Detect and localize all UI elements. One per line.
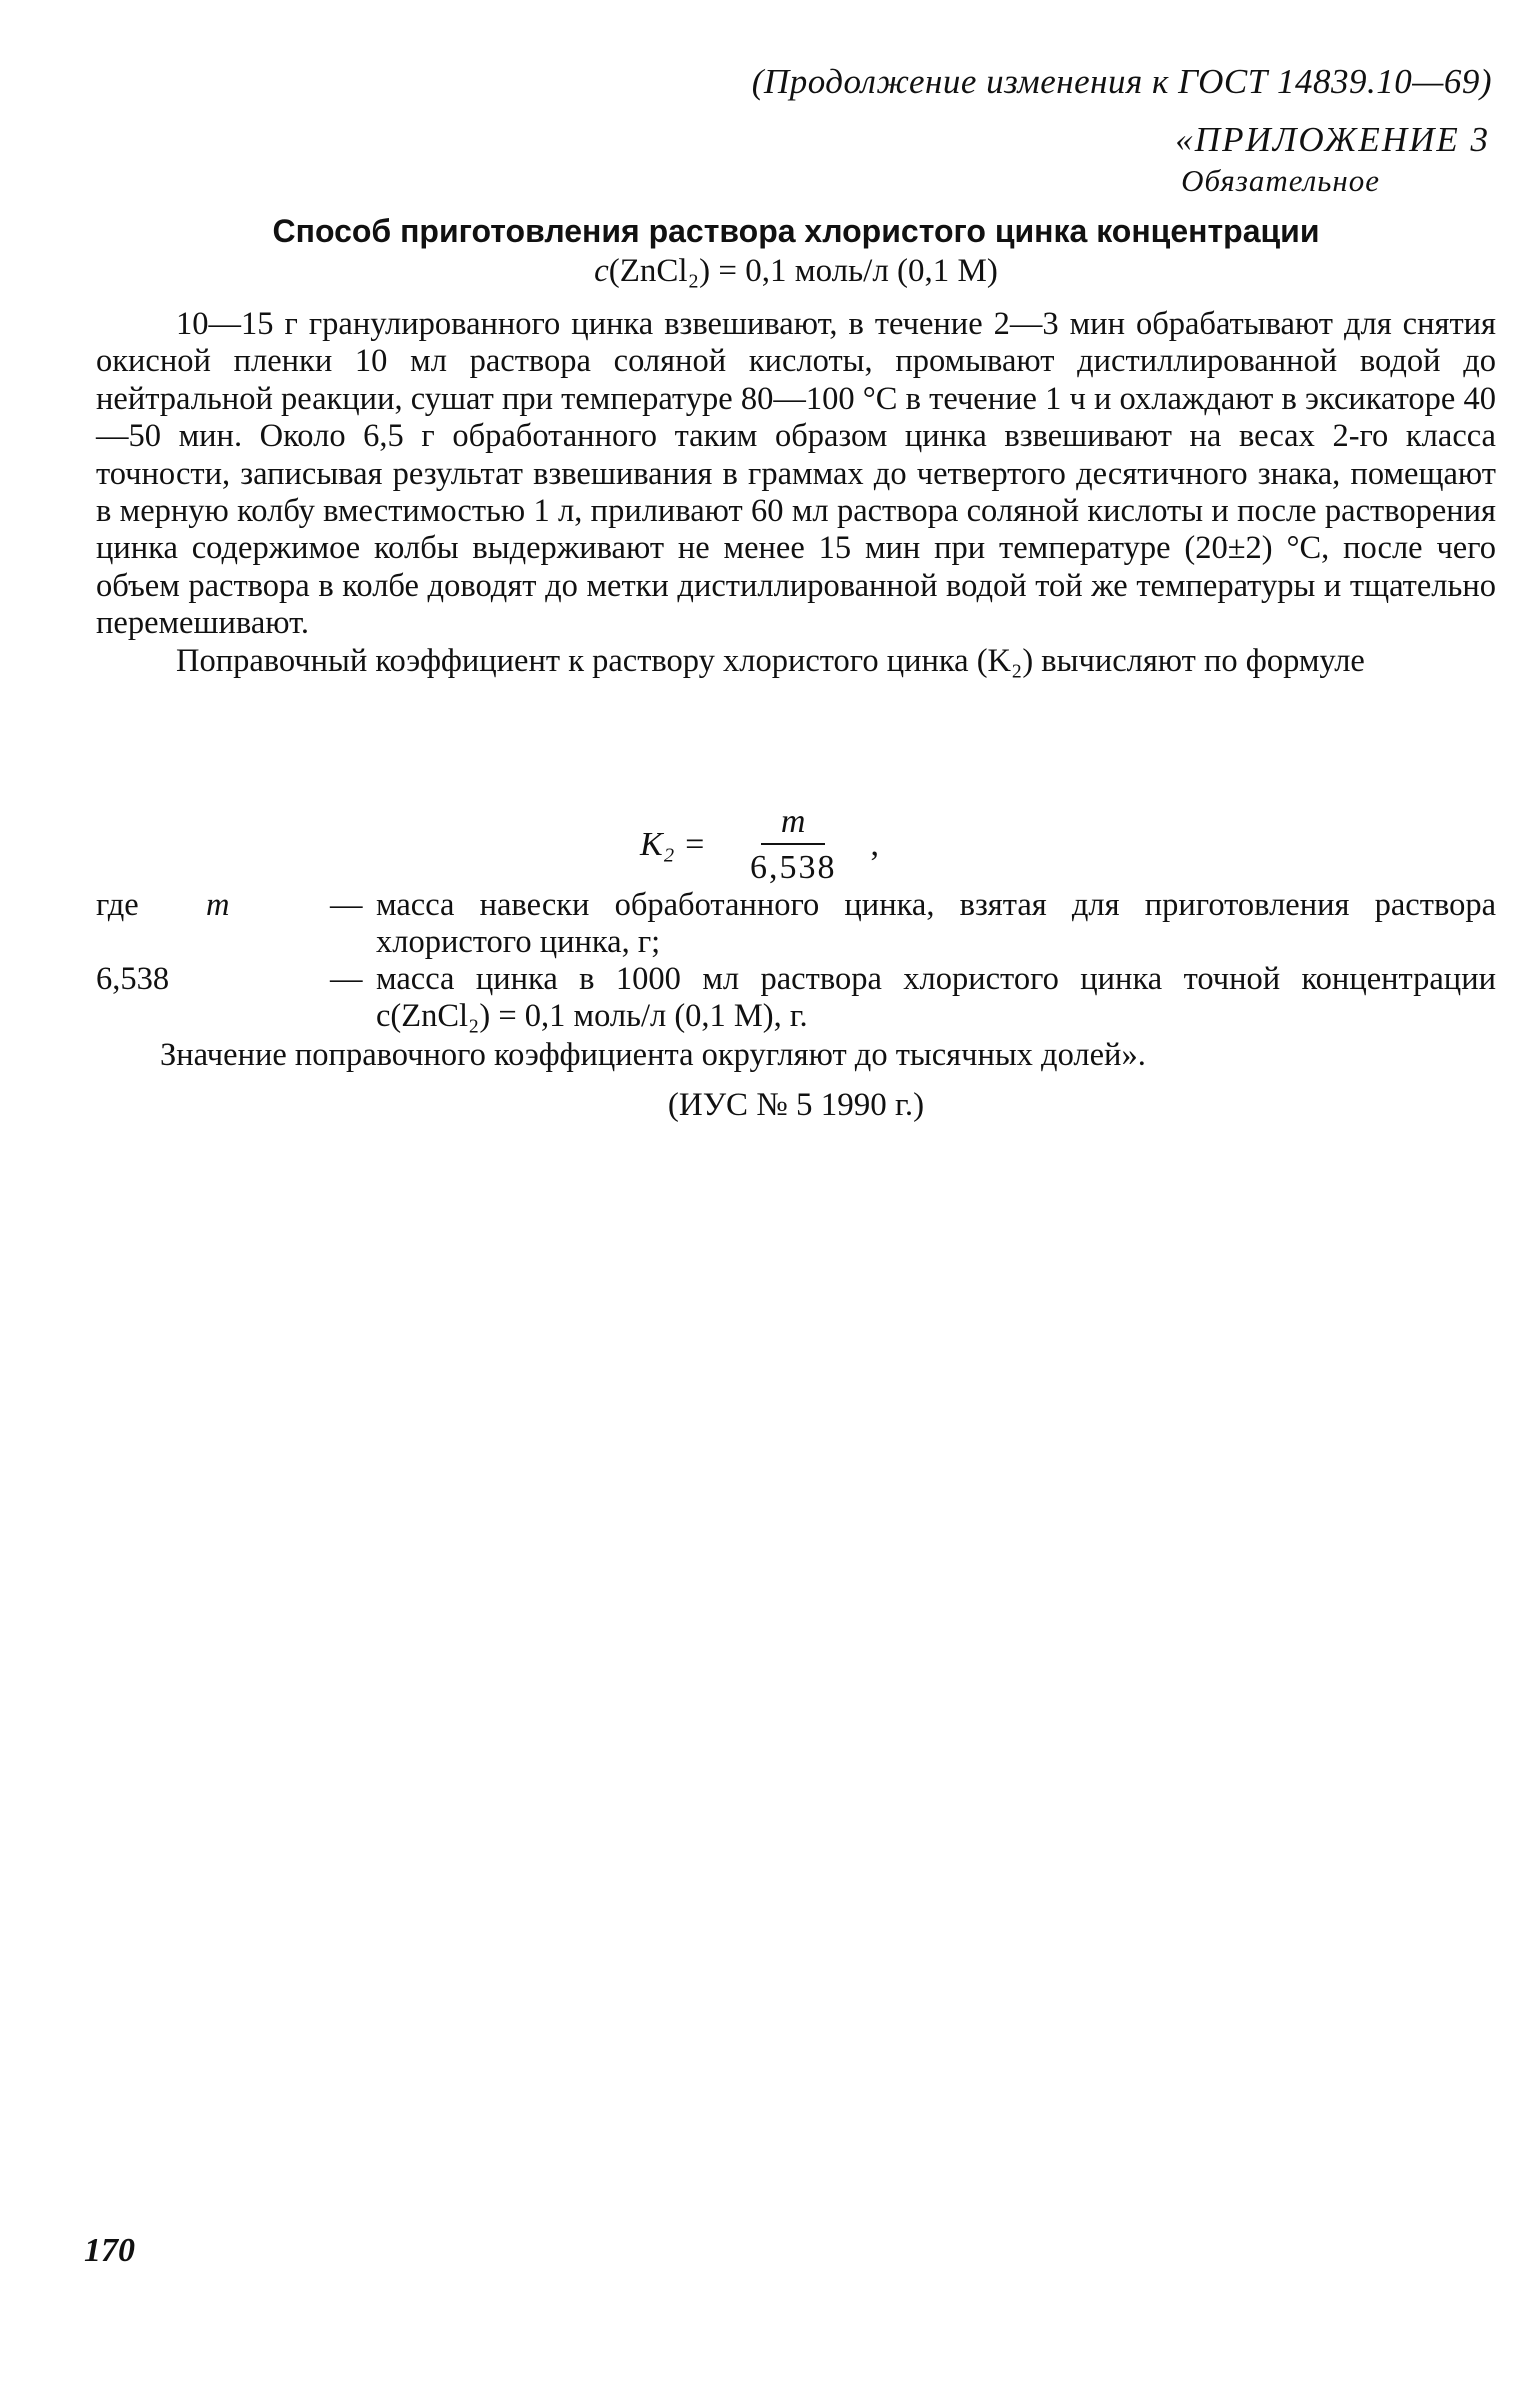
- continuation-header: (Продолжение изменения к ГОСТ 14839.10—69): [751, 62, 1492, 101]
- formula-numerator: m: [761, 803, 826, 845]
- formula-denominator: 6,538: [749, 849, 837, 886]
- definition-item: где m — масса навески обработанного цинка, взятая для приготовления раствора хлористого цинка, г;: [96, 887, 1496, 960]
- definition-spacer: [220, 961, 330, 1035]
- definition-item: [96, 961, 1496, 1035]
- definition-spacer: [206, 887, 330, 961]
- formula-tail: ,: [870, 826, 879, 863]
- definition-text: масса цинка в 1000 мл раствора хлористого цинка точной концентрации c(ZnCl₂) = 0,1 моль/л (0,1 М), г.: [376, 961, 1496, 1034]
- coefficient-formula: [640, 795, 879, 895]
- concentration-value: (ZnCl₂) = 0,1 моль/л (0,1 М): [608, 253, 998, 289]
- definitions-list: [96, 887, 1496, 1035]
- paragraph-procedure: 10—15 г гранулированного цинка взвешивают, в течение 2—3 мин обрабатывают для снятия окисной пленки 10 мл раствора соляной кислоты, промывают дистиллированной водой до нейтральной реакции, сушат при температуре 80—100 °С в течение 1 ч и охлаждают в эксикаторе 40—50 мин. Около 6,5 г обработанного таким образом цинка взвешивают на весах 2-го класса точности, записывая результат взвешивания в граммах до четвертого десятичного знака, помещают в мерную колбу вместимостью 1 л, приливают 60 мл раствора соляной кислоты и после растворения цинка содержимое колбы выдерживают не менее 15 мин при температуре (20±2) °С, после чего объем раствора в колбе доводят до метки дистиллированной водой той же температуры и тщательно перемешивают.: [96, 306, 1496, 642]
- section-title: Способ приготовления раствора хлористого цинка концентрации: [272, 213, 1320, 249]
- body-text: [96, 306, 1496, 680]
- source-reference: (ИУС № 5 1990 г.): [667, 1087, 925, 1123]
- paragraph-coefficient: Поправочный коэффициент к раствору хлористого цинка (K₂) вычисляют по формуле: [176, 642, 1365, 679]
- appendix-heading: «ПРИЛОЖЕНИЕ 3: [1175, 120, 1490, 159]
- definition-dash: —: [330, 887, 363, 923]
- appendix-status: Обязательное: [1181, 163, 1380, 198]
- definition-dash: —: [330, 961, 363, 997]
- page-number: 170: [84, 2232, 135, 2269]
- definitions-lead: где: [96, 887, 139, 923]
- rounding-note: Значение поправочного коэффициента округляют до тысячных долей».: [160, 1037, 1146, 1073]
- definition-symbol: 6,538: [96, 961, 170, 997]
- definition-text: масса навески обработанного цинка, взятая для приготовления раствора хлористого цинка, г;: [376, 887, 1496, 960]
- formula-lhs: K₂ =: [640, 826, 706, 863]
- formula-fraction: [730, 803, 857, 887]
- section-title-formula: [96, 253, 1496, 290]
- concentration-symbol: c: [594, 253, 609, 289]
